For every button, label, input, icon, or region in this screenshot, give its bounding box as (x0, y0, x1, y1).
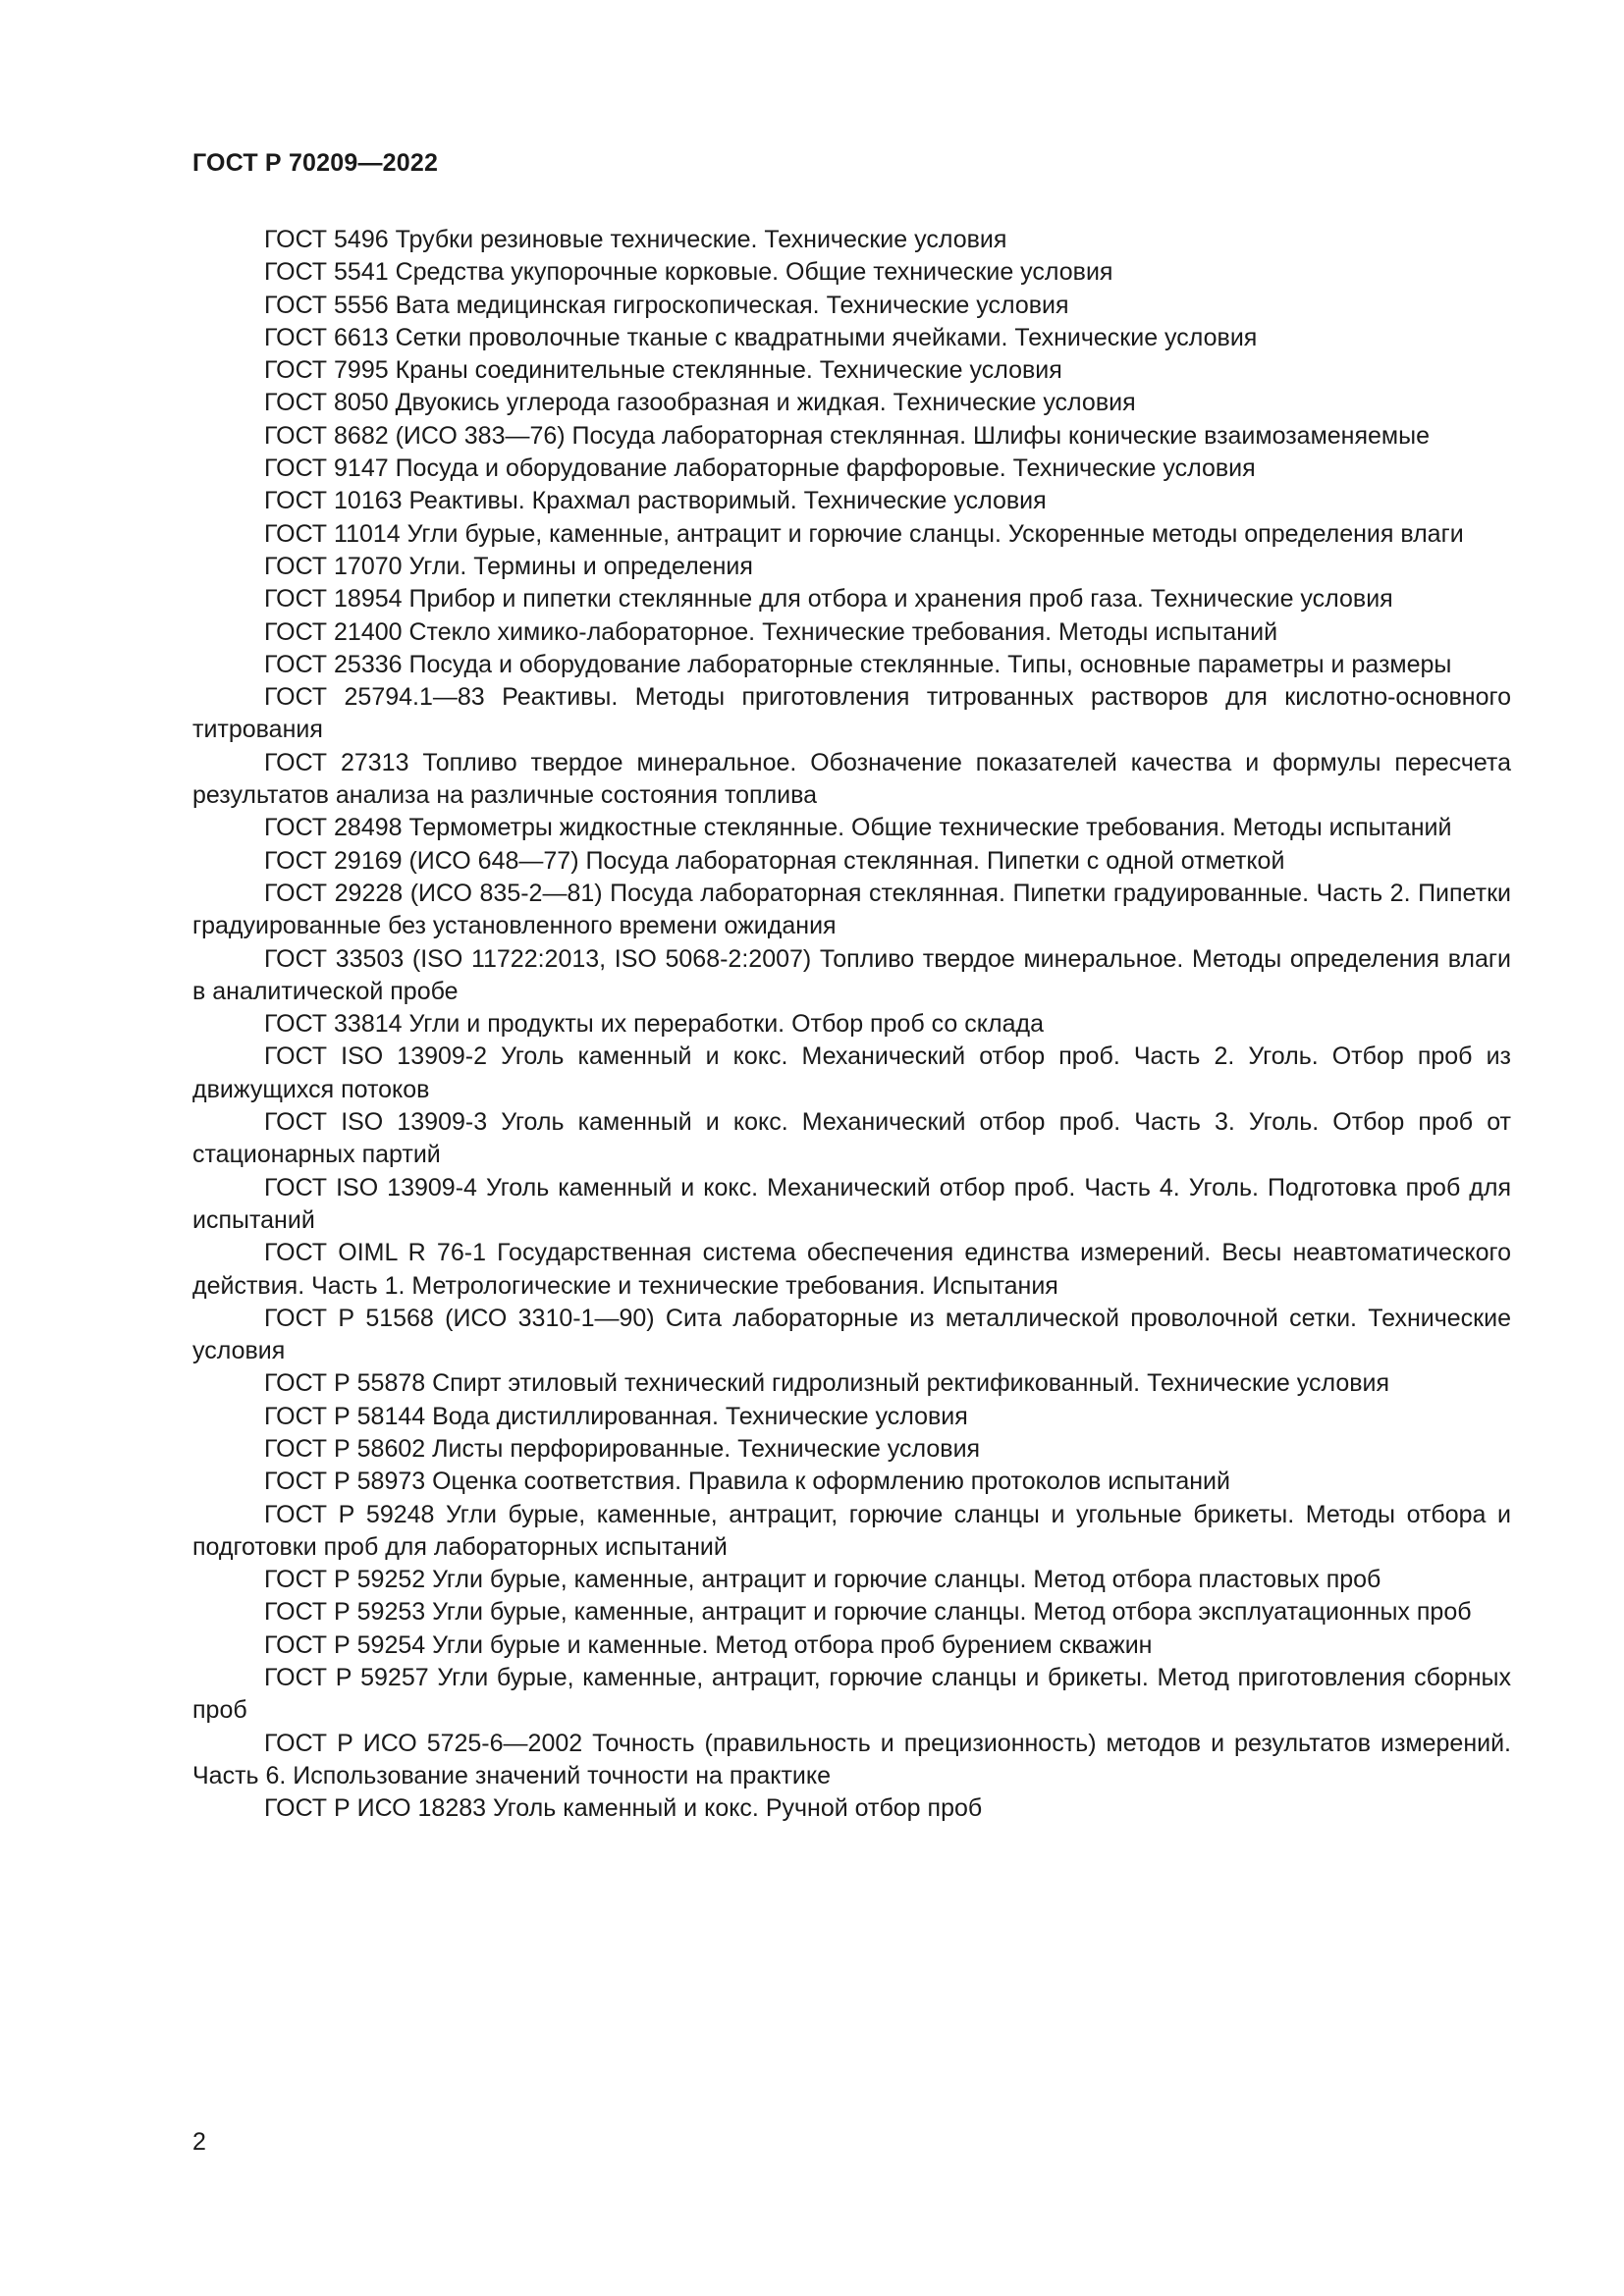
reference-item: ГОСТ Р 59254 Угли бурые и каменные. Метод отбора проб бурением скважин (264, 1630, 1153, 1659)
reference-item: ГОСТ 5556 Вата медицинская гигроскопическая. Технические условия (264, 291, 1069, 319)
page-number: 2 (192, 2128, 206, 2156)
reference-item: ГОСТ 9147 Посуда и оборудование лабораторные фарфоровые. Технические условия (264, 454, 1256, 483)
reference-item: ГОСТ 7995 Краны соединительные стеклянные. Технические условия (264, 356, 1062, 385)
reference-item: ГОСТ ISO 13909-2 Уголь каменный и кокс. Механический отбор проб. Часть 2. Уголь. Отбор проб из движущихся потоков (192, 1042, 1511, 1103)
reference-item: ГОСТ Р 59257 Угли бурые, каменные, антрацит, горючие сланцы и брикеты. Метод приготовления сборных проб (192, 1664, 1511, 1725)
reference-item: ГОСТ 29228 (ИСО 835-2—81) Посуда лабораторная стеклянная. Пипетки градуированные. Часть 2. Пипетки градуированные без установленного времени ожидания (192, 879, 1511, 940)
normative-references-list (192, 224, 1511, 1826)
reference-item: ГОСТ 29169 (ИСО 648—77) Посуда лабораторная стеклянная. Пипетки с одной отметкой (264, 846, 1285, 875)
reference-item: ГОСТ 5541 Средства укупорочные корковые. Общие технические условия (264, 258, 1113, 287)
reference-item: ГОСТ 21400 Стекло химико-лабораторное. Технические требования. Методы испытаний (264, 617, 1278, 646)
reference-item: ГОСТ Р ИСО 18283 Уголь каменный и кокс. Ручной отбор проб (264, 1794, 983, 1823)
reference-item: ГОСТ 27313 Топливо твердое минеральное. Обозначение показателей качества и формулы пересчета результатов анализа на различные состояния топлива (192, 748, 1511, 810)
reference-item: ГОСТ ISO 13909-4 Уголь каменный и кокс. Механический отбор проб. Часть 4. Уголь. Подготовка проб для испытаний (192, 1173, 1511, 1234)
reference-item: ГОСТ Р 58144 Вода дистиллированная. Технические условия (264, 1402, 968, 1430)
reference-item: ГОСТ 8050 Двуокись углерода газообразная и жидкая. Технические условия (264, 389, 1136, 417)
reference-item: ГОСТ Р 59253 Угли бурые, каменные, антрацит и горючие сланцы. Метод отбора эксплуатационных проб (264, 1598, 1472, 1627)
reference-item: ГОСТ 33814 Угли и продукты их переработки. Отбор проб со склада (264, 1010, 1044, 1039)
reference-item: ГОСТ 8682 (ИСО 383—76) Посуда лабораторная стеклянная. Шлифы конические взаимозаменяемые (264, 421, 1430, 450)
document-header: ГОСТ Р 70209—2022 (192, 149, 439, 177)
reference-item: ГОСТ 25336 Посуда и оборудование лабораторные стеклянные. Типы, основные параметры и размеры (264, 650, 1452, 678)
reference-item: ГОСТ Р 59248 Угли бурые, каменные, антрацит, горючие сланцы и угольные брикеты. Методы отбора и подготовки проб для лабораторных испытаний (192, 1500, 1511, 1561)
reference-item: ГОСТ 28498 Термометры жидкостные стеклянные. Общие технические требования. Методы испытаний (264, 814, 1452, 842)
reference-item: ГОСТ 25794.1—83 Реактивы. Методы приготовления титрованных растворов для кислотно-основного титрования (192, 683, 1511, 744)
reference-item: ГОСТ 6613 Сетки проволочные тканые с квадратными ячейками. Технические условия (264, 323, 1258, 351)
reference-item: ГОСТ OIML R 76-1 Государственная система обеспечения единства измерений. Весы неавтоматического действия. Часть 1. Метрологические и технические требования. Испытания (192, 1239, 1511, 1300)
reference-item: ГОСТ 17070 Угли. Термины и определения (264, 552, 753, 580)
reference-item: ГОСТ Р ИСО 5725-6—2002 Точность (правильность и прецизионность) методов и результатов измерений. Часть 6. Использование значений точности на практике (192, 1729, 1511, 1789)
reference-item: ГОСТ Р 58973 Оценка соответствия. Правила к оформлению протоколов испытаний (264, 1468, 1230, 1496)
reference-item: ГОСТ 11014 Угли бурые, каменные, антрацит и горючие сланцы. Ускоренные методы определения влаги (264, 519, 1464, 548)
reference-item: ГОСТ 5496 Трубки резиновые технические. Технические условия (264, 226, 1007, 253)
reference-item: ГОСТ ISO 13909-3 Уголь каменный и кокс. Механический отбор проб. Часть 3. Уголь. Отбор проб от стационарных партий (192, 1108, 1511, 1169)
reference-item: ГОСТ 10163 Реактивы. Крахмал растворимый. Технические условия (264, 487, 1047, 515)
reference-item: ГОСТ 18954 Прибор и пипетки стеклянные для отбора и хранения проб газа. Технические условия (264, 585, 1393, 614)
reference-item: ГОСТ Р 58602 Листы перфорированные. Технические условия (264, 1434, 981, 1463)
reference-item: ГОСТ Р 55878 Спирт этиловый технический гидролизный ректификованный. Технические условия (264, 1369, 1390, 1398)
reference-item: ГОСТ 33503 (ISO 11722:2013, ISO 5068-2:2007) Топливо твердое минеральное. Методы определения влаги в аналитической пробе (192, 944, 1511, 1005)
reference-item: ГОСТ Р 51568 (ИСО 3310-1—90) Сита лабораторные из металлической проволочной сетки. Технические условия (192, 1304, 1511, 1365)
reference-item: ГОСТ Р 59252 Угли бурые, каменные, антрацит и горючие сланцы. Метод отбора пластовых проб (264, 1566, 1381, 1594)
